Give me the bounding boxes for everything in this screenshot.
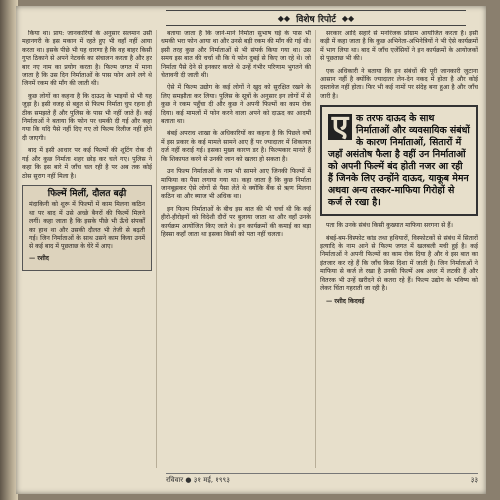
header-ornament-left: ◆◆ [277,13,291,23]
paragraph: बंबई-बम-विस्फोट कांड तथा हथियारों, विस्फोटकों से संबंध में सितारों इत्यादि के नाम आने से फिल्म जगत में खलबली मची हुई है। कई निर्माताओं ने अपनी फिल्मों का काम रोक दिया है और वे इस बात का इंतजार कर रहे हैं कि जाँच किस दिशा में जाती है। जिन निर्माताओं ने माफिया से कर्ज ले रखा है उनकी फिल्में अब अधर में लटकी हैं और वितरक भी उन्हें खरीदने से कतरा रहे हैं। फिल्म उद्योग के भविष्य को लेकर चिंता गहराती जा रही है। [320,234,478,293]
column-1 [22,30,152,468]
sidebar-box-text: मंदाकिनी को शुरू में फिल्मों में काम मिलना कठिन था पर बाद में उसे अच्छे बैनरों की फिल्में मिलने लगीं। कहा जाता है कि इसके पीछे भी ऊँचे संपर्कों का हाथ था और उसकी दौलत भी तेजी से बढ़ती गई। जिन निर्माताओं के साथ उसने काम किया उनमें से कई बाद में पूछताछ के घेरे में आए। [29,201,145,251]
paragraph: बताया जाता है कि जाने-माने निर्माता सुभाष घई के पास भी धमकी भरा फोन आया था और उनसे बड़ी रकम की माँग की गई थी। इसी तरह कुछ और निर्माताओं से भी संपर्क किया गया था। उस समय इस बात की चर्चा थी कि ये फोन दुबई से किए जा रहे थे। जो निर्माता पैसे देने से इनकार करते थे उन्हें गंभीर परिणाम भुगतने की चेतावनी दी जाती थी। [161,30,311,80]
paragraph: ऐसे में फिल्म उद्योग के कई लोगों ने खुद को सुरक्षित रखने के लिए समझौता कर लिया। पुलिस के सूत्रों के अनुसार इन लोगों में से कुछ ने रकम पहुँचा दी और कुछ ने अपनी फिल्मों का काम रोक दिया। कई मामलों में फोन करने वाला अपने को दाऊद का आदमी बताता था। [161,84,311,126]
paragraph: उन फिल्म निर्माताओं के नाम भी सामने आए जिनकी फिल्मों में माफिया का पैसा लगाया गया था। कहा जाता है कि कुछ निर्माता जानबूझकर ऐसे लोगों से पैसा लेते थे क्योंकि बैंक से ऋण मिलना कठिन था और ब्याज भी अधिक था। [161,168,311,201]
page-footer [166,473,478,486]
page-number: ३३ [470,475,478,484]
paragraph: सरकार आदि सहारे से मनोरंजक प्रोग्राम आयोजित करता है। इसी कड़ी में कहा जाता है कि कुछ अभिनेता-अभिनेत्रियों ने भी ऐसे कार्यक्रमों में भाग लिया था। बाद में जाँच एजेंसियों ने इन कार्यक्रमों के आयोजकों से पूछताछ भी की। [320,30,478,63]
paragraph: कुछ लोगों का कहना है कि दाऊद के भाइयों से भी यह जुड़ा है। इसी वजह से बहुत से फिल्म निर्माता चुप रहना ही ठीक समझते हैं और पुलिस के पास भी नहीं जाते हैं। कई निर्माताओं ने बताया कि फोन पर धमकी दी गई और कहा गया कि यदि पैसे नहीं दिए गए तो फिल्म रिलीज नहीं होने दी जाएगी। [22,92,152,142]
paragraph: इन फिल्म निर्माताओं के बीच इस बात की भी चर्चा थी कि कई हीरो-हीरोइनों को विदेशी दौरों पर बुलाया जाता था और वहाँ उनके कार्यक्रम आयोजित किए जाते थे। इन कार्यक्रमों की कमाई का बड़ा हिस्सा कहाँ जाता था इसका किसी को पता नहीं चलता। [161,205,311,238]
article-signature: — रशीद किदवई [326,297,365,305]
sidebar-box-signature: — रशीद [29,254,49,262]
pull-quote-dropcap: ए [328,114,352,140]
paragraph: बंबई अपराध शाखा के अधिकारियों का कहना है कि पिछले वर्षों में इस प्रकार के कई मामले सामने आए हैं पर ज्यादातर में शिकायत दर्ज नहीं कराई गई। इसका मुख्य कारण डर है। फिल्मकार मानते हैं कि शिकायत करने से उनकी जान को खतरा हो सकता है। [161,130,311,163]
pull-quote-text: क तरफ दाऊद के साथ निर्माताओं और व्यवसायिक संबंधों के कारण निर्माताओं, सितारों में जहाँ असंतोष फैला है वहीं उन निर्माताओं को अपनी फिल्में बंद होती नजर आ रही हैं जिनके लिए उन्होंने दाऊद, याकूब मेमन अथवा अन्य तस्कर-माफिया गिरोहों से कर्ज ले रखा है। [328,113,470,209]
paragraph: एक अधिकारी ने बताया कि इन संबंधों की पूरी जानकारी जुटाना आसान नहीं है क्योंकि ज्यादातर लेन-देन नकद में होता है और कोई दस्तावेज नहीं होता। फिर भी कई नामों पर संदेह बना हुआ है और जाँच जारी है। [320,67,478,100]
issue-date: रविवार ● ३१ मई, १९९३ [166,475,230,484]
paragraph: पता कि उनके संबंध किसी कुख्यात माफिया सरगना से हैं। [326,222,453,230]
pull-quote [320,105,478,216]
magazine-page [16,6,486,494]
column-3 [320,30,478,468]
column-rule [315,30,316,468]
section-title: विशेष रिपोर्ट [296,14,336,25]
sidebar-box [22,185,152,271]
sidebar-box-title: फिल्में मिलीं, दौलत बढ़ी [47,188,127,199]
header-ornament-right: ◆◆ [341,13,355,23]
paragraph: बाद में इसी आधार पर कई फिल्मों की शूटिंग रोक दी गई और कुछ निर्माता शहर छोड़ कर चले गए। पुलिस ने कहा कि इस बारे में जाँच चल रही है पर अब तक कोई ठोस सुराग नहीं मिला है। [22,147,152,180]
column-rule [156,30,157,468]
column-2 [161,30,311,468]
section-header [166,10,466,26]
paragraph: किया था। प्राय: जानकारियों के अनुसार सलमान उसी महानगरी के इस मकान में रहते हुए भी वहाँ नहीं आया करता था। इसके पीछे भी यह धारणा है कि वह बाहर किसी गुप्त ठिकाने से अपने नेटवर्क का संचालन करता है और हर बार नए नाम का प्रयोग करता है। फिल्म जगत में माना जाता है कि उस दिन निर्माताओं के पास फोन आने लगे थे जिनमें रकम की माँग की जाती थी। [22,30,152,88]
